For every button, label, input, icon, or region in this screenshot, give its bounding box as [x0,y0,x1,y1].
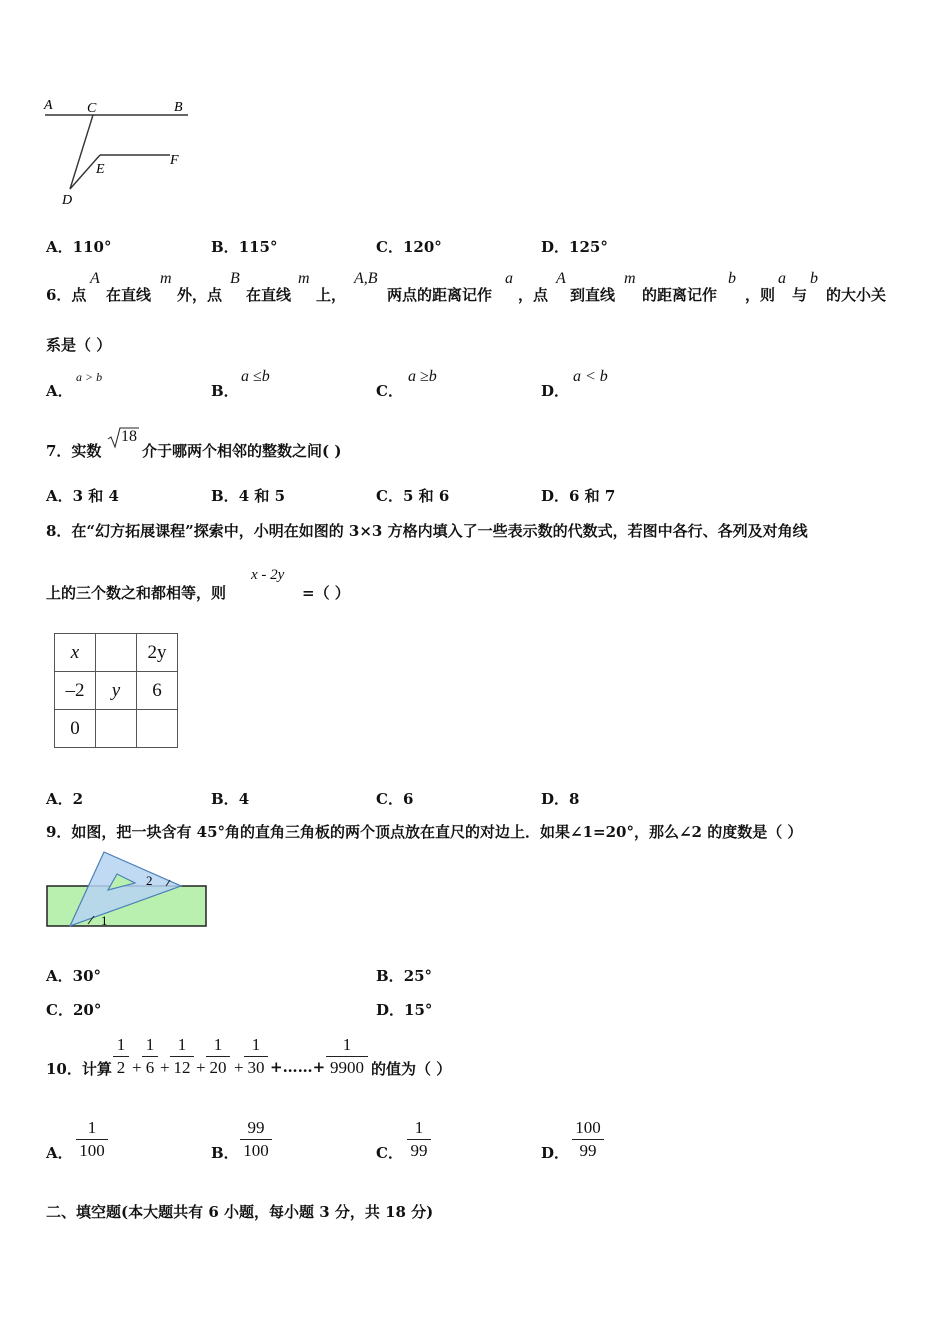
q8-option-c[interactable]: C．6 [376,790,414,808]
q9-option-d[interactable]: D．15° [376,1001,433,1019]
q7-option-d[interactable]: D．6 和 7 [541,487,616,505]
label-f: F [170,153,179,168]
grid-cell: –2 [55,672,96,710]
angle-label-2: 2 [146,873,153,888]
q8-option-b[interactable]: B．4 [211,790,250,808]
fraction-term: $\frac{1}{6}$ [142,1034,158,1079]
fraction-term: $\frac{1}{12}$ [170,1034,194,1079]
label-c: C [87,101,97,116]
q8-option-d[interactable]: D．8 [541,790,580,808]
grid-cell [137,710,178,748]
q5-geometry-figure [40,92,200,212]
fraction-term: $\frac{1}{30}$ [244,1034,268,1079]
q6-stem-line2: 系是（ ） [46,336,112,354]
q9-option-a[interactable]: A．30° [46,967,102,985]
q9-option-c[interactable]: C．20° [46,1001,102,1019]
q5-option-d[interactable]: D．125° [541,238,608,256]
q7-option-a[interactable]: A．3 和 4 [46,487,119,505]
section-heading: 二、填空题(本大题共有 6 小题，每小题 3 分，共 18 分) [46,1203,434,1221]
q9-stem: 9．如图，把一块含有 45°角的直角三角板的两个顶点放在直尺的对边上．如果∠1=20°，那么∠2 的度数是（ ） [46,823,803,841]
grid-cell [96,710,137,748]
fraction-term: $\frac{1}{9900}$ [326,1034,368,1079]
grid-cell: 0 [55,710,96,748]
q5-option-a[interactable]: A．110° [46,238,112,256]
grid-cell [96,634,137,672]
label-d: D [62,193,73,208]
fraction-term: $\frac{1}{20}$ [206,1034,230,1079]
q8-stem-line1: 8．在“幻方拓展课程”探索中，小明在如图的 3×3 方格内填入了一些表示数的代数式，若图中各行、各列及对角线 [46,522,808,540]
grid-cell: y [96,672,137,710]
label-b: B [174,100,183,115]
magic-square-grid [54,633,178,748]
grid-cell: 6 [137,672,178,710]
q9-ruler-triangle-figure [46,850,210,930]
q5-option-c[interactable]: C．120° [376,238,442,256]
q8-option-a[interactable]: A．2 [46,790,84,808]
fraction-term: $\frac{1}{2}$ [113,1034,129,1079]
angle-label-1: 1 [101,913,108,928]
q9-option-b[interactable]: B．25° [376,967,433,985]
grid-cell: 2y [137,634,178,672]
grid-cell: x [55,634,96,672]
label-e: E [96,162,105,177]
q5-option-b[interactable]: B．115° [211,238,278,256]
label-a: A [44,98,53,113]
q7-option-b[interactable]: B．4 和 5 [211,487,286,505]
q7-option-c[interactable]: C．5 和 6 [376,487,450,505]
